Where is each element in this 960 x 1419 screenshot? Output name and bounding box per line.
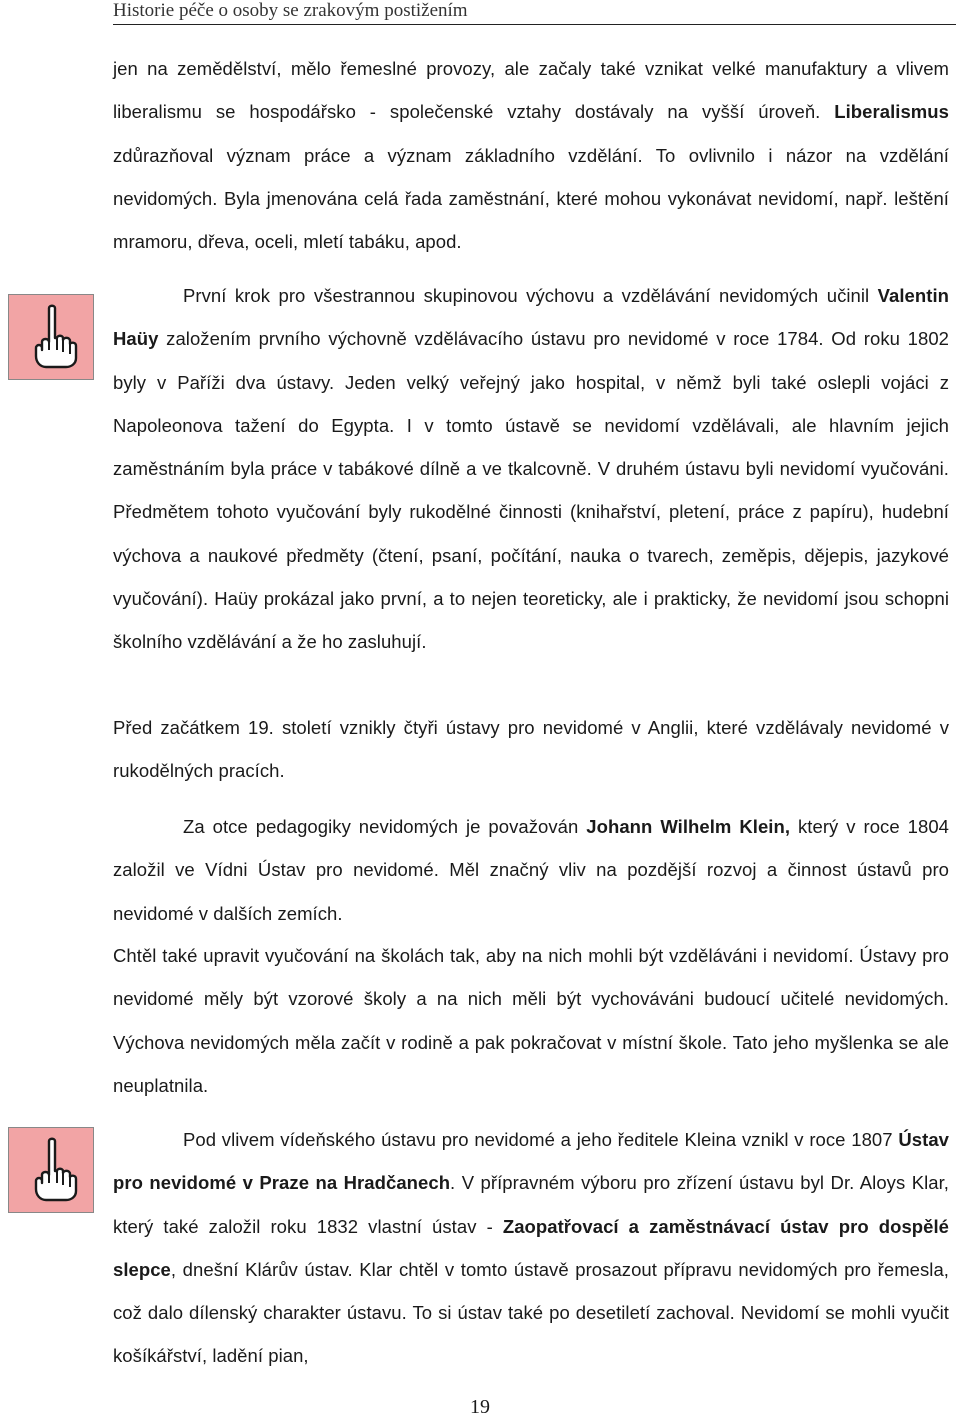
text-run: , dnešní Klárův ústav. Klar chtěl v tomto ústavě prosazout přípravu nevidomých pro řemesla, což dalo dílenský charakter ústavu. To si ústav také po desetiletí zachoval. Nevidomí se mohli vyučit košíkářství, ladění pian, [113,1258,949,1367]
paragraph-6 [113,1118,949,1378]
text-run: Pod vlivem vídeňského ústavu pro nevidomé a jeho ředitele Kleina vznikl v roce 1807 [183,1129,899,1150]
pointing-hand-icon [8,294,94,380]
text-run: zdůrazňoval význam práce a význam základního vzdělání. To ovlivnilo i názor na vzdělání nevidomých. Byla jmenována celá řada zaměstnání, které mohou vykonávat nevidomí, např. leštění mramoru, dřeva, oceli, mletí tabáku, apod. [113,144,949,253]
paragraph-4 [113,805,949,935]
text-run: Před začátkem 19. století vznikly čtyři ústavy pro nevidomé v Anglii, které vzdělávaly nevidomé v rukodělných pracích. [113,717,949,782]
bold-term: Valentin Haüy [113,285,949,350]
text-run: založením prvního výchovně vzdělávacího ústavu pro nevidomé v roce 1784. Od roku 1802 byly v Paříži dva ústavy. Jeden velký veřejný jako hospital, v němž byli také oslepli vojáci z Napoleonova tažení do Egypta. I v tomto ústavě se nevidomí vzdělávali, ale hlavním jejich zaměstnáním byla práce v tabákové dílně a ve tkalcovně. V druhém ústavu byli nevidomí vyučováni. Předmětem tohoto vyučování byly rukodělné činnosti (knihařství, pletení, práce z papíru), hudební výchova a naukové předměty (čtení, psaní, počítání, nauka o tvarech, zeměpis, dějepis, jazykové vyučování). Haüy prokázal jako první, a to nejen teoreticky, ale i prakticky, že nevidomí jsou schopni školního vzdělávání a že ho zasluhují. [113,328,949,653]
bold-term: Ústav pro nevidomé v Praze na Hradčanech [113,1129,949,1194]
bold-term: Liberalismus [834,101,949,123]
pointing-hand-icon [8,1127,94,1213]
paragraph-1 [113,47,949,263]
bold-term: Zaopatřovací a zaměstnávací ústav pro dospělé slepce [113,1215,949,1280]
text-run: jen na zemědělství, mělo řemeslné provozy, ale začaly také vznikat velké manufaktury a vlivem liberalismu se hospodářsko - společenské vztahy dostávaly na vyšší úroveň. [113,58,949,123]
paragraph-3 [113,706,949,793]
running-header: Historie péče o osoby se zrakovým postižením [113,0,956,25]
paragraph-5 [113,934,949,1107]
text-run: Za otce pedagogiky nevidomých je považován [183,816,587,837]
text-run: . V přípravném výboru pro zřízení ústavu byl Dr. Aloys Klar, který také založil roku 1832 vlastní ústav - [113,1172,949,1237]
text-run: který v roce 1804 založil ve Vídni Ústav pro nevidomé. Měl značný vliv na pozdější rozvoj a činnost ústavů pro nevidomé v dalších zemích. [113,816,949,924]
paragraph-2 [113,274,949,664]
text-run: První krok pro všestrannou skupinovou výchovu a vzdělávání nevidomých učinil [183,285,878,306]
text-run: Chtěl také upravit vyučování na školách tak, aby na nich mohli být vzděláváni i nevidomí. Ústavy pro nevidomé měly být vzorové školy a na nich měli být vychováváni budoucí učitelé nevidomých. Výchova nevidomých měla začít v rodině a pak pokračovat v místní škole. Tato jeho myšlenka se ale neuplatnila. [113,945,949,1096]
page-number: 19 [470,1396,490,1418]
bold-term: Johann Wilhelm Klein, [586,816,791,837]
